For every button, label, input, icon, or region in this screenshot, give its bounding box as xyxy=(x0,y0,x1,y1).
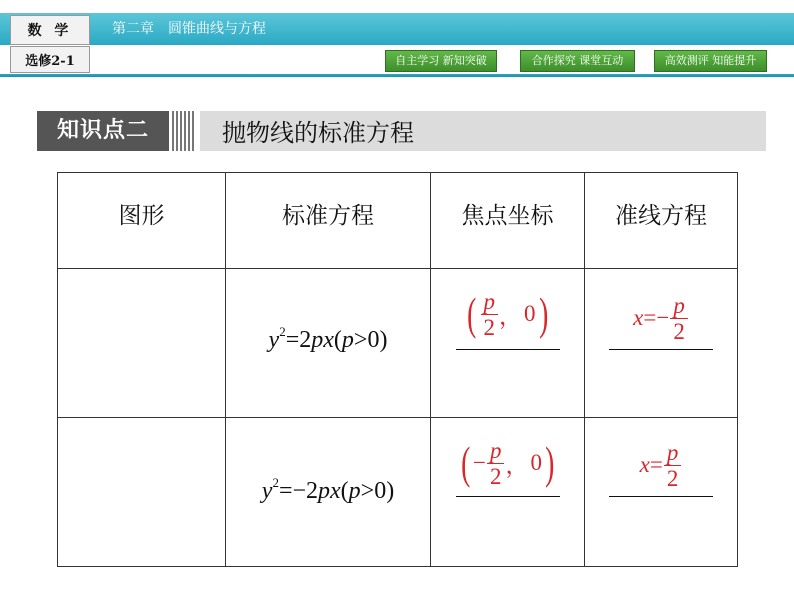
directrix-cell xyxy=(585,418,738,567)
directrix-answer-blank xyxy=(609,269,713,417)
directrix-answer: x = $\frac{p}{2}$ xyxy=(609,434,713,496)
header-equation: 标准方程 xyxy=(226,173,431,269)
parabola-table xyxy=(57,172,738,567)
nav-button-self-study[interactable]: 自主学习 新知突破 xyxy=(385,50,497,72)
figure-cell xyxy=(58,269,226,418)
book-badge: 选修2-1 xyxy=(10,46,90,73)
section-label: 知识点二 xyxy=(37,111,169,151)
answer-underline xyxy=(456,496,560,497)
table-row xyxy=(58,269,738,418)
nav-button-assessment[interactable]: 高效测评 知能提升 xyxy=(654,50,767,72)
equation-cell xyxy=(226,269,431,418)
figure-cell xyxy=(58,418,226,567)
directrix-answer-blank xyxy=(609,418,713,566)
chapter-title: 第二章 圆锥曲线与方程 xyxy=(112,21,266,37)
header-divider xyxy=(0,74,794,77)
focus-answer-blank xyxy=(456,269,560,417)
directrix-answer: x =− $\frac{p}{2}$ xyxy=(609,287,713,349)
focus-answer: ( − $\frac{p}{2}$ ， 0 ) xyxy=(460,437,555,489)
equation-cell xyxy=(226,418,431,567)
focus-answer: ( $\frac{p}{2}$ ， 0 ) xyxy=(467,288,548,340)
subject-badge: 数 学 xyxy=(10,15,90,45)
header-focus: 焦点坐标 xyxy=(431,173,585,269)
table-row xyxy=(58,418,738,567)
directrix-cell xyxy=(585,269,738,418)
section-title: 抛物线的标准方程 xyxy=(222,119,414,147)
answer-underline xyxy=(456,349,560,350)
focus-cell xyxy=(431,269,585,418)
section-bars-decoration xyxy=(172,111,194,151)
table-header-row xyxy=(58,173,738,269)
header-directrix: 准线方程 xyxy=(585,173,738,269)
answer-underline xyxy=(609,496,713,497)
answer-underline xyxy=(609,349,713,350)
focus-answer-blank xyxy=(456,418,560,566)
nav-button-cooperative[interactable]: 合作探究 课堂互动 xyxy=(520,50,635,72)
standard-equation: $y^2=-2px(p>0)$ xyxy=(261,475,395,504)
standard-equation: $y^2=2px(p>0)$ xyxy=(268,324,388,353)
header-figure: 图形 xyxy=(58,173,226,269)
focus-cell xyxy=(431,418,585,567)
